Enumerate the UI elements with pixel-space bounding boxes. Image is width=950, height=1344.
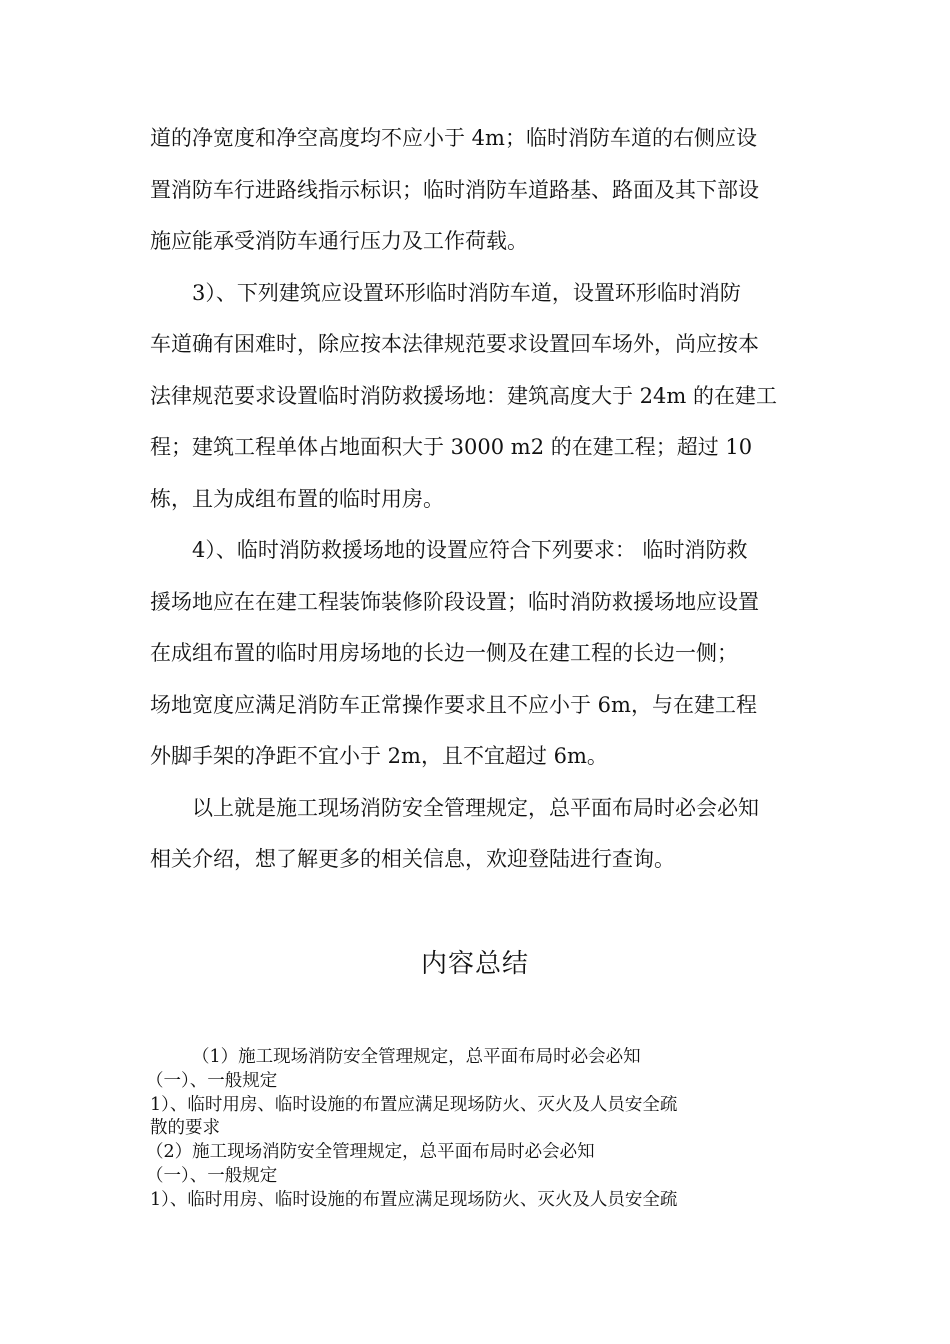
body-line-15: 相关介绍，想了解更多的相关信息，欢迎登陆进行查询。 — [150, 847, 675, 871]
summary-line-4: 散的要求 — [150, 1118, 220, 1138]
summary-line-7: 1）、临时用房、临时设施的布置应满足现场防火、灭火及人员安全疏 — [150, 1190, 678, 1210]
body-line-1: 道的净宽度和净空高度均不应小于 4m；临时消防车道的右侧应设 — [150, 126, 757, 150]
summary-line-2: （一）、一般规定 — [146, 1071, 278, 1091]
body-line-11: 在成组布置的临时用房场地的长边一侧及在建工程的长边一侧； — [150, 641, 738, 665]
summary-line-1: （1）施工现场消防安全管理规定，总平面布局时必会必知 — [192, 1047, 641, 1067]
body-line-6: 法律规范要求设置临时消防救援场地：建筑高度大于 24m 的在建工 — [150, 384, 777, 408]
body-line-7: 程；建筑工程单体占地面积大于 3000 m2 的在建工程；超过 10 — [150, 435, 753, 459]
body-line-5: 车道确有困难时，除应按本法律规范要求设置回车场外，尚应按本 — [150, 332, 759, 356]
summary-line-6: （一）、一般规定 — [146, 1166, 278, 1186]
summary-title: 内容总结 — [420, 949, 529, 979]
summary-line-3: 1）、临时用房、临时设施的布置应满足现场防火、灭火及人员安全疏 — [150, 1095, 678, 1115]
body-line-2: 置消防车行进路线指示标识；临时消防车道路基、路面及其下部设 — [150, 178, 759, 202]
body-line-14: 以上就是施工现场消防安全管理规定，总平面布局时必会必知 — [192, 796, 759, 820]
body-line-10: 援场地应在在建工程装饰装修阶段设置；临时消防救援场地应设置 — [150, 590, 759, 614]
body-line-3: 施应能承受消防车通行压力及工作荷载。 — [150, 229, 528, 253]
body-line-9: 4）、临时消防救援场地的设置应符合下列要求： 临时消防救 — [192, 538, 748, 562]
body-line-12: 场地宽度应满足消防车正常操作要求且不应小于 6m，与在建工程 — [150, 693, 757, 717]
body-line-8: 栋，且为成组布置的临时用房。 — [150, 487, 444, 511]
body-line-4: 3）、下列建筑应设置环形临时消防车道，设置环形临时消防 — [192, 281, 741, 305]
body-line-13: 外脚手架的净距不宜小于 2m，且不宜超过 6m。 — [150, 744, 608, 768]
summary-line-5: （2）施工现场消防安全管理规定，总平面布局时必会必知 — [146, 1142, 595, 1162]
